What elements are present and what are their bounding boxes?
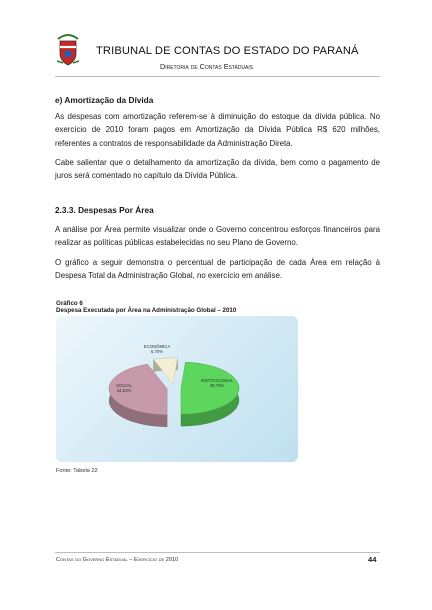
- slice-label-institucional: [196, 378, 238, 388]
- chart-number: Gráfico 6: [56, 300, 83, 307]
- chart-area: [56, 316, 298, 462]
- paragraph: O gráfico a seguir demonstra o percentual de participação de cada Área em relação à Despesa Total da Administração Global, no exercício em análise.: [55, 258, 380, 281]
- chart-source: Fonte: Tabela 22: [56, 468, 98, 474]
- header-subtitle: Diretoria de Contas Estaduais: [160, 62, 254, 71]
- chart-title: Despesa Executada por Área na Administração Global – 2010: [56, 307, 237, 314]
- paragraph: As despesas com amortização referem-se à diminuição do estoque da dívida pública. No exercício de 2010 foram pagos em Amortização da Dívida Pública R$ 620 milhões, referentes a contratos de responsabilidade da Administração Direta.: [55, 112, 380, 148]
- footer-divider: [55, 552, 380, 553]
- page-number: 44: [368, 555, 377, 564]
- paragraph: A análise por Área permite visualizar onde o Governo concentrou esforços financeiros para realizar as políticas públicas estabelecidas no seu Plano de Governo.: [55, 225, 380, 248]
- paragraph: Cabe salientar que o detalhamento da amortização da dívida, bem como o pagamento de juros será comentado no capítulo da Dívida Pública.: [55, 158, 380, 181]
- slice-name: INSTITUCIONAL: [200, 378, 234, 383]
- subsection-heading: 2.3.3. Despesas Por Área: [55, 205, 154, 215]
- footer-text: Contas do Governo Estadual – Exercício de 2010: [56, 557, 179, 563]
- slice-value: 6,70%: [150, 349, 164, 354]
- slice-label-social: [108, 383, 140, 393]
- header-divider: [55, 76, 380, 77]
- coat-of-arms-logo: [55, 33, 81, 67]
- section-heading: e) Amortização da Dívida: [55, 95, 154, 105]
- slice-label-economica: [140, 344, 174, 354]
- header-title: TRIBUNAL DE CONTAS DO ESTADO DO PARANÁ: [96, 45, 359, 57]
- slice-value: 48,78%: [209, 383, 225, 388]
- pie-chart: [56, 316, 298, 462]
- slice-name: ECONÔMICA: [143, 344, 171, 349]
- slice-name: SOCIAL: [116, 383, 132, 388]
- slice-value: 44,53%: [116, 388, 132, 393]
